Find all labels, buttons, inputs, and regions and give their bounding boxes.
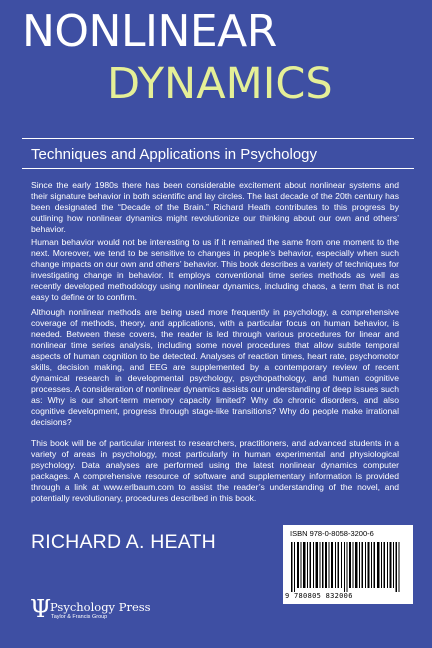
author-name: RICHARD A. HEATH [31,531,216,553]
title-line-2: DYNAMICS [107,59,333,109]
barcode-number: 9 780805 832006 [285,592,353,600]
divider-bottom [22,168,414,169]
barcode-bars [291,542,405,592]
isbn-text: ISBN 978-0-8058-3200-6 [290,529,374,538]
blurb-paragraph-4: This book will be of particular interest to researchers, practitioners, and advanced students in a variety of areas in psychology, most particularly in human experimental and physiological psychology. Data analyses are performed using the latest nonlinear dynamics computer packages. A comprehensive resource of software and supplementary information is provided through a link at www.erlbaum.com to assist the reader’s understanding of the novel, and potentially revolutionary, procedures described in this book. [31,438,399,503]
publisher-name: Psychology Press [50,600,151,614]
blurb-paragraph-2: Human behavior would not be interesting to us if it remained the same from one moment to the next. Moreover, we tend to be sensitive to changes in people’s behavior, especially when such change impacts on our own and others’ behavior. This book describes a variety of techniques for investigating change in behavior. It employs conventional time series methods as well as recently developed methodology using nonlinear dynamics, including chaos, a term that is not easy to define or to confirm. [31,237,399,302]
psi-logo-icon: Ψ [30,595,52,623]
barcode [283,525,413,604]
title-line-1: NONLINEAR [22,6,277,57]
blurb-paragraph-3: Although nonlinear methods are being used more frequently in psychology, a comprehensive coverage of methods, theory, and applications, with a particular focus on human behavior, is needed. Between these covers, the reader is led through various procedures for linear and nonlinear time series analysis, including some novel procedures that allow subtle temporal aspects of human cognition to be detected. Analyses of reaction times, heart rate, psychomotor skills, decision making, and EEG are supplemented by a contemporary review of recent dynamical research in developmental psychology, psychopathology, and human cognitive processes. A consideration of nonlinear dynamics assists our understanding of deep issues such as: Why is our short-term memory capacity limited? Why do chronic disorders, and also cognitive development, progress through stage-like transitions? Why do people make irrational decisions? [31,307,399,427]
publisher-logo [30,596,190,626]
blurb-paragraph-1: Since the early 1980s there has been considerable excitement about nonlinear systems and their signature behavior in both scientific and lay circles. The last decade of the 20th century has been designated the “Decade of the Brain.” Richard Heath contributes to this progress by outlining how nonlinear dynamics might revolutionize our thinking about our own and others’ behavior. [31,180,399,234]
subtitle: Techniques and Applications in Psychology [31,146,318,163]
divider-top [22,138,414,139]
publisher-group: Taylor & Francis Group [51,614,108,620]
